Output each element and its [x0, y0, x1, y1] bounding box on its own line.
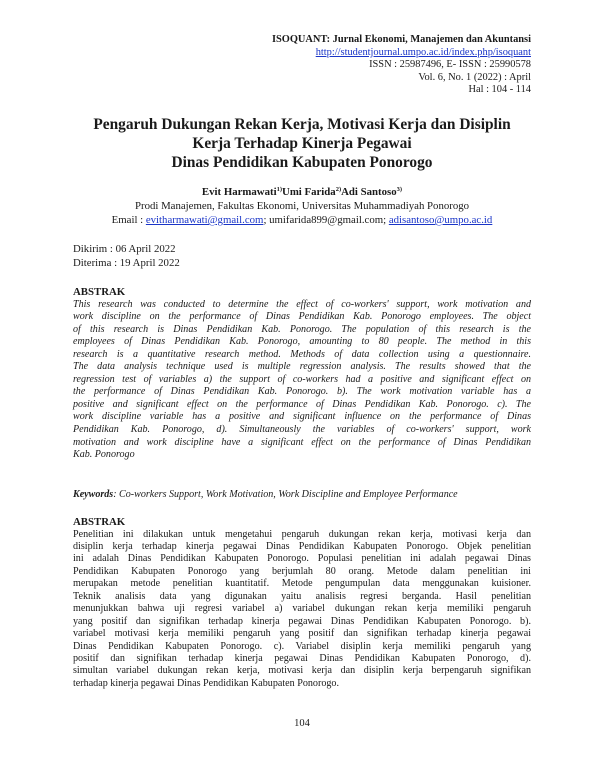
email-link-1[interactable]: evitharmawati@gmail.com [145, 214, 264, 226]
abstract-en-line: motivation and work discipline have a significant effect on the performance of Dinas Pendidikan [73, 436, 531, 448]
abstract-id-line: ini adalah Dinas Pendidikan Kabupaten Ponorogo. Populasi penelitian ini adalah pegawai Dinas [73, 553, 531, 565]
abstract-en-line: the performance of Dinas Pendidikan Kab. Ponorogo. b). The work motivation variable has a [73, 386, 531, 398]
submitted-date: Dikirim : 06 April 2022 [73, 243, 176, 255]
volume-line: Vol. 6, No. 1 (2022) : April [418, 71, 531, 83]
author-block [73, 183, 531, 227]
abstract-id-heading: ABSTRAK [73, 516, 126, 528]
keywords-label: Keywords [73, 489, 114, 500]
title-line-2: Kerja Terhadap Kinerja Pegawai [192, 134, 412, 152]
abstract-id-line: terhadap kinerja pegawai Dinas Pendidikan Kabupaten Ponorogo. [73, 677, 340, 689]
author-3: Adi Santoso [341, 186, 397, 198]
abstract-indonesian [73, 516, 531, 690]
abstract-en-line: work discipline on the performance of Dinas Pendidikan Kab. Ponorogo employees. The object [73, 311, 531, 323]
abstract-id-line: Penelitian ini dilakukan untuk mengetahui pengaruh dukungan rekan kerja, motivasi kerja dan [73, 528, 531, 540]
abstract-en-line: of this research is Dinas Pendidikan Kab. Ponorogo. The population of this research is the [73, 323, 531, 335]
title-line-1: Pengaruh Dukungan Rekan Kerja, Motivasi Kerja dan Disiplin [93, 116, 511, 133]
email-link-3[interactable]: adisantoso@umpo.ac.id [388, 214, 493, 226]
email-line [73, 213, 531, 227]
abstract-english [73, 286, 531, 462]
keywords-text: : Co-workers Support, Work Motivation, Work Discipline and Employee Performance [113, 489, 458, 500]
abstract-en-text [73, 299, 531, 462]
author-2-sup: 2) [335, 186, 342, 193]
pages-line: Hal : 104 - 114 [468, 84, 531, 96]
abstract-id-line: merupakan metode penelitian kuantitatif. Metode pengumpulan data menggunakan kuisioner. [73, 578, 531, 590]
abstract-en-line: Kab. Ponorogo [73, 449, 135, 461]
accepted-date: Diterima : 19 April 2022 [73, 257, 180, 269]
abstract-en-line: The data analysis technique used is multiple regression analysis. The results showed that the [73, 361, 531, 373]
journal-url-link[interactable]: http://studentjournal.umpo.ac.id/index.php/isoquant [315, 46, 531, 58]
abstract-id-line: menunjukkan bahwa uji regresi variabel a) variabel dukungan rekan kerja memiliki pengaruh [73, 603, 531, 615]
author-names [73, 183, 531, 199]
journal-header [272, 34, 531, 97]
abstract-id-text [73, 529, 531, 691]
issn-line: ISSN : 25987496, E- ISSN : 25990578 [369, 59, 531, 71]
abstract-en-line: This research was conducted to determine the effect of co-workers' support, work motivation and [73, 298, 531, 310]
abstract-en-line: positive and significant effect on the performance of Dinas Pendidikan Kab. Ponorogo. c). The [73, 398, 531, 410]
abstract-en-line: Pendidikan Kab. Ponorogo, d). Simultaneously the variables of co-workers' support, work [73, 423, 531, 435]
author-3-sup: 3) [396, 186, 403, 193]
abstract-id-line: Pendidikan Kabupaten Ponorogo yang berjumlah 80 orang. Metode dalam penelitian ini [73, 565, 531, 577]
title-line-3: Dinas Pendidikan Kabupaten Ponorogo [171, 153, 433, 171]
abstract-en-heading: ABSTRAK [73, 286, 126, 298]
page-number: 104 [294, 718, 310, 729]
journal-page [73, 0, 531, 776]
keywords-line [73, 488, 458, 501]
submission-dates [73, 242, 180, 270]
paper-title [73, 116, 531, 172]
affiliation: Prodi Manajemen, Fakultas Ekonomi, Universitas Muhammadiyah Ponorogo [134, 200, 470, 212]
abstract-id-line: variabel motivasi kerja memiliki pengaruh yang positif dan signifikan terhadap kinerja pegawai [73, 628, 531, 640]
abstract-id-line: simultan variabel dukungan rekan kerja, motivasi kerja dan disiplin kerja berpengaruh signifikan [73, 665, 531, 677]
author-1-sup: 1) [276, 186, 283, 193]
abstract-en-line: regression test of variables a) the support of co-workers had a positive and significant effect on [73, 373, 531, 385]
abstract-id-line: positif dan signifikan terhadap kinerja pegawai Dinas Pendidikan Kabupaten Ponorogo, d). [73, 653, 531, 665]
author-2: Umi Farida [282, 186, 336, 198]
abstract-id-line: Dinas Pendidikan Kabupaten Ponorogo. c). Variabel disiplin kerja memiliki pengaruh yang [73, 640, 531, 652]
abstract-en-line: work discipline variable has a positive and significant influence on the performance of Dinas [73, 411, 531, 423]
abstract-en-line: employees of Dinas Pendidikan Kab. Ponorogo, amounting to 80 people. The method in this [73, 336, 531, 348]
email-label: Email : [111, 214, 146, 226]
abstract-id-line: yang positif dan signifikan terhadap kinerja pegawai Dinas Pendidikan Kabupaten Ponorogo. b). [73, 615, 531, 627]
abstract-id-line: Teknik analisis data yang digunakan yaitu analisis regresi berganda. Hasil penelitian [73, 590, 531, 602]
abstract-en-line: research is a quantitative research method. Methods of data collection using a questionnaire. [73, 348, 531, 360]
email-plain-2: ; umifarida899@gmail.com; [263, 214, 389, 226]
abstract-id-line: disiplin kerja terhadap kinerja pegawai Dinas Pendidikan Kabupaten Ponorogo. Objek penelitian [73, 540, 531, 552]
author-1: Evit Harmawati [201, 186, 277, 198]
journal-name: ISOQUANT: Jurnal Ekonomi, Manajemen dan Akuntansi [271, 34, 531, 45]
